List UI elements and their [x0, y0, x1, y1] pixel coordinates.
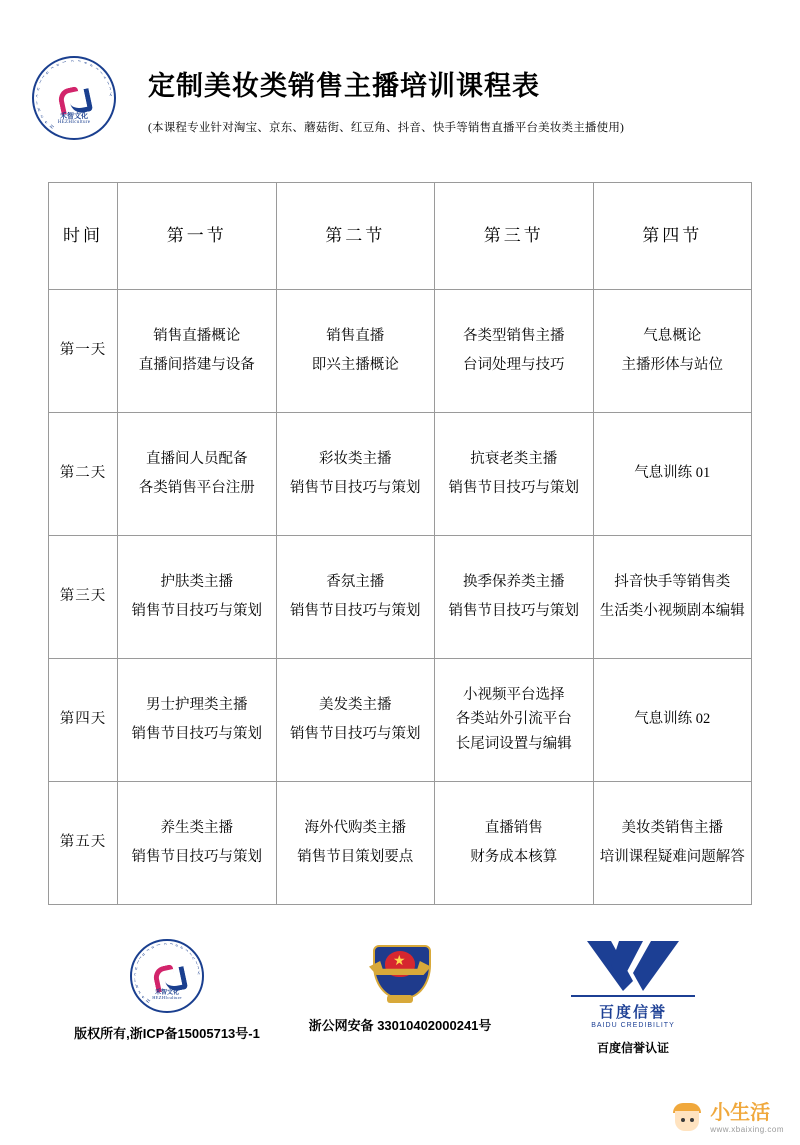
site-watermark [670, 1101, 784, 1135]
cell-line: 各类站外引流平台 [455, 711, 572, 728]
table-cell [435, 659, 594, 782]
cell-line: 财务成本核算 [470, 848, 558, 865]
cell-line: 抖音快手等销售类 [614, 574, 731, 591]
cell-line: 销售节目技巧与策划 [131, 848, 262, 865]
cell-line: 销售节目技巧与策划 [290, 602, 421, 619]
table-cell [276, 290, 435, 413]
table-cell [118, 782, 277, 905]
table-cell [118, 413, 277, 536]
table-row [49, 659, 752, 782]
cell-line: 销售节目技巧与策划 [290, 479, 421, 496]
cell-line: 生活类小视频剧本编辑 [599, 602, 745, 619]
logo-en-name: HEZHIculture [57, 120, 91, 125]
watermark-text [710, 1103, 784, 1134]
row-day-label: 第二天 [49, 413, 118, 536]
header-logo-wrap [0, 52, 148, 140]
cell-line: 销售直播概论 [153, 328, 241, 345]
cell-line: 销售节目策划要点 [297, 848, 414, 865]
cell-line: 换季保养类主播 [463, 574, 565, 591]
hezhi-logo-icon [130, 939, 204, 1013]
table-cell [435, 413, 594, 536]
cell-line: 男士护理类主播 [146, 697, 248, 714]
row-day-label: 第五天 [49, 782, 118, 905]
cell-line: 美发类主播 [319, 697, 392, 714]
table-row [49, 536, 752, 659]
document-header [0, 0, 800, 140]
row-day-label: 第三天 [49, 536, 118, 659]
cell-line: 小视频平台选择 [463, 687, 565, 704]
table-row [49, 290, 752, 413]
cell-line: 彩妆类主播 [319, 451, 392, 468]
cell-line: 台词处理与技巧 [463, 356, 565, 373]
column-header-period-1: 第一节 [118, 183, 277, 290]
cell-line: 即兴主播概论 [311, 356, 399, 373]
cell-line: 直播销售 [484, 820, 543, 837]
cell-line: 直播间人员配备 [146, 451, 248, 468]
title-block [148, 52, 800, 135]
logo-cn-name: 禾智文化 [60, 112, 88, 120]
baidu-brand-en: BAIDU CREDIBILITY [591, 1022, 675, 1029]
cell-line: 直播间搭建与设备 [138, 356, 255, 373]
table-cell [593, 290, 752, 413]
baidu-v-icon [585, 939, 681, 991]
logo-ring-text: H e z h i c u l t u r a l c r e a t i v i t y [133, 942, 200, 1005]
cell-line: 养生类主播 [160, 820, 233, 837]
cell-line: 主播形体与站位 [621, 356, 723, 373]
table-row [49, 413, 752, 536]
table-cell [435, 290, 594, 413]
cell-line: 气息训练 02 [634, 711, 711, 728]
table-cell [276, 659, 435, 782]
schedule-table-wrap [48, 182, 752, 905]
table-cell [593, 536, 752, 659]
table-cell [118, 536, 277, 659]
cell-line: 气息训练 01 [634, 465, 711, 482]
cell-line: 长尾词设置与编辑 [455, 735, 572, 752]
table-row [49, 782, 752, 905]
page-subtitle: (本课程专业针对淘宝、京东、蘑菇街、红豆角、抖音、快手等销售直播平台美妆类主播使用) [148, 122, 625, 134]
watermark-title: 小生活 [710, 1101, 771, 1124]
cell-line: 抗衰老类主播 [470, 451, 558, 468]
table-cell [593, 659, 752, 782]
watermark-url: www.xbaixing.com [710, 1124, 784, 1134]
logo-en-name: HEZHIculture [152, 995, 182, 1000]
footer-badge-police [284, 939, 517, 1034]
cell-line: 护肤类主播 [160, 574, 233, 591]
column-header-period-4: 第四节 [593, 183, 752, 290]
cell-line: 培训课程疑难问题解答 [599, 848, 745, 865]
row-day-label: 第四天 [49, 659, 118, 782]
baidu-divider [571, 995, 695, 997]
cell-line: 销售节目技巧与策划 [448, 602, 579, 619]
table-cell [118, 659, 277, 782]
police-emblem-icon: ★ [369, 939, 431, 1005]
footer-badge-icp [51, 939, 284, 1042]
table-header-row [49, 183, 752, 290]
table-cell [276, 782, 435, 905]
footer-badge-baidu [517, 939, 750, 1056]
schedule-table [48, 182, 752, 905]
row-day-label: 第一天 [49, 290, 118, 413]
baidu-brand-cn: 百度信誉 [598, 1004, 667, 1021]
logo-swoosh-icon [57, 88, 91, 110]
baidu-credibility-icon [568, 939, 698, 1029]
baidu-caption: 百度信誉认证 [596, 1041, 669, 1055]
cell-line: 销售节目技巧与策划 [290, 725, 421, 742]
table-cell [593, 413, 752, 536]
column-header-period-2: 第二节 [276, 183, 435, 290]
cell-line: 香氛主播 [326, 574, 385, 591]
column-header-time: 时间 [49, 183, 118, 290]
police-record-caption: 浙公网安备 33010402000241号 [308, 1018, 492, 1033]
logo-swoosh-icon [152, 966, 182, 986]
logo-ring-text: H e z h i c u l t u r a l c r e a t i v i t y [35, 59, 112, 131]
cell-line: 海外代购类主播 [304, 820, 406, 837]
table-cell [276, 536, 435, 659]
table-cell [435, 782, 594, 905]
cell-line: 各类型销售主播 [463, 328, 565, 345]
icp-caption: 版权所有,浙ICP备15005713号-1 [74, 1026, 260, 1041]
cell-line: 销售节目技巧与策划 [448, 479, 579, 496]
table-cell [435, 536, 594, 659]
cell-line: 销售直播 [326, 328, 385, 345]
xiaoshenghuo-mascot-icon [670, 1101, 704, 1135]
table-cell [276, 413, 435, 536]
cell-line: 美妆类销售主播 [621, 820, 723, 837]
table-cell [118, 290, 277, 413]
cell-line: 销售节目技巧与策划 [131, 602, 262, 619]
footer-badges [0, 939, 800, 1056]
cell-line: 气息概论 [643, 328, 702, 345]
hezhi-logo-icon [32, 56, 116, 140]
cell-line: 销售节目技巧与策划 [131, 725, 262, 742]
cell-line: 各类销售平台注册 [138, 479, 255, 496]
page-title: 定制美妆类销售主播培训课程表 [148, 71, 540, 101]
logo-cn-name: 禾智文化 [154, 990, 179, 996]
table-cell [593, 782, 752, 905]
column-header-period-3: 第三节 [435, 183, 594, 290]
